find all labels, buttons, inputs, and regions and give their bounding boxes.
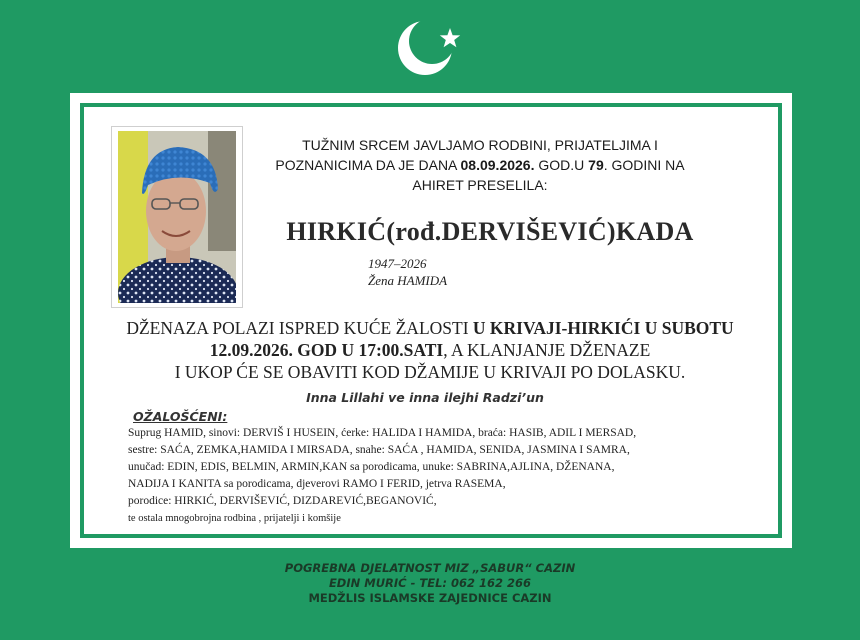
intro-line-2-end: . GODINI NA	[603, 157, 685, 173]
mourners-line: sestre: SAĆA, ZEMKA,HAMIDA I MIRSADA, snahe: SAĆA , HAMIDA, SENIDA, JASMINA I SAMRA,	[128, 444, 630, 456]
mourners-line: te ostala mnogobrojna rodbina , prijatelji i komšije	[128, 513, 341, 524]
spouse-name: HAMIDA	[397, 273, 448, 288]
funeral-place-time: U KRIVAJI-HIRKIĆI U SUBOTU 12.09.2026. GOD U 17:00.SATI	[209, 318, 734, 360]
intro-line-2-start: POZNANICIMA DA JE DANA	[275, 157, 461, 173]
footer-contact: EDIN MURIĆ - TEL: 062 162 266	[328, 576, 532, 590]
mourners-line: Suprug HAMID, sinovi: DERVIŠ I HUSEIN, ćerke: HALIDA I HAMIDA, braća: HASIB, ADIL I MERSAD,	[128, 427, 637, 439]
prayer-text: Inna Lillahi ve inna ilejhi Radzi’un	[306, 390, 544, 405]
funeral-text-2: , A KLANJANJE DŽENAZE	[443, 340, 651, 360]
footer-organization: MEDŽLIS ISLAMSKE ZAJEDNICE CAZIN	[308, 591, 552, 605]
mourners-line: porodice: HIRKIĆ, DERVIŠEVIĆ, DIZDAREVIĆ,BEGANOVIĆ,	[128, 495, 437, 507]
spouse-line	[368, 273, 447, 289]
mourners-title: OŽALOŠĆENI:	[133, 409, 228, 424]
funeral-text-3: I UKOP ĆE SE OBAVITI KOD DŽAMIJE U KRIVAJI PO DOLASKU.	[174, 362, 686, 382]
life-years: 1947–2026	[368, 256, 427, 271]
funeral-text-1: DŽENAZA POLAZI ISPRED KUĆE ŽALOSTI	[126, 318, 473, 338]
intro-line-1: TUŽNIM SRCEM JAVLJAMO RODBINI, PRIJATELJIMA I	[302, 137, 658, 153]
intro-line-2	[255, 155, 705, 175]
death-date: 08.09.2026.	[460, 157, 535, 173]
announcement-intro	[255, 135, 705, 195]
spouse-label: Žena	[368, 273, 398, 288]
mourners-line: NADIJA I KANITA sa porodicama, djeverovi RAMO I FERID, jetrva RASEMA,	[128, 478, 506, 490]
funeral-service-footer	[0, 561, 860, 606]
mourners-list	[128, 425, 688, 527]
deceased-portrait	[112, 127, 242, 307]
funeral-details	[115, 317, 745, 383]
deceased-name: HIRKIĆ(rođ.DERVIŠEVIĆ)KADA	[286, 217, 694, 246]
crescent-star-icon	[395, 14, 467, 80]
age: 79	[588, 157, 604, 173]
mourners-line: unučad: EDIN, EDIS, BELMIN, ARMIN,KAN sa porodicama, unuke: SABRINA,AJLINA, DŽENANA,	[128, 461, 615, 473]
intro-line-2-mid: GOD.U	[534, 157, 589, 173]
footer-company: POGREBNA DJELATNOST MIZ „SABUR“ CAZIN	[284, 561, 576, 575]
intro-line-3: AHIRET PRESELILA:	[412, 177, 548, 193]
